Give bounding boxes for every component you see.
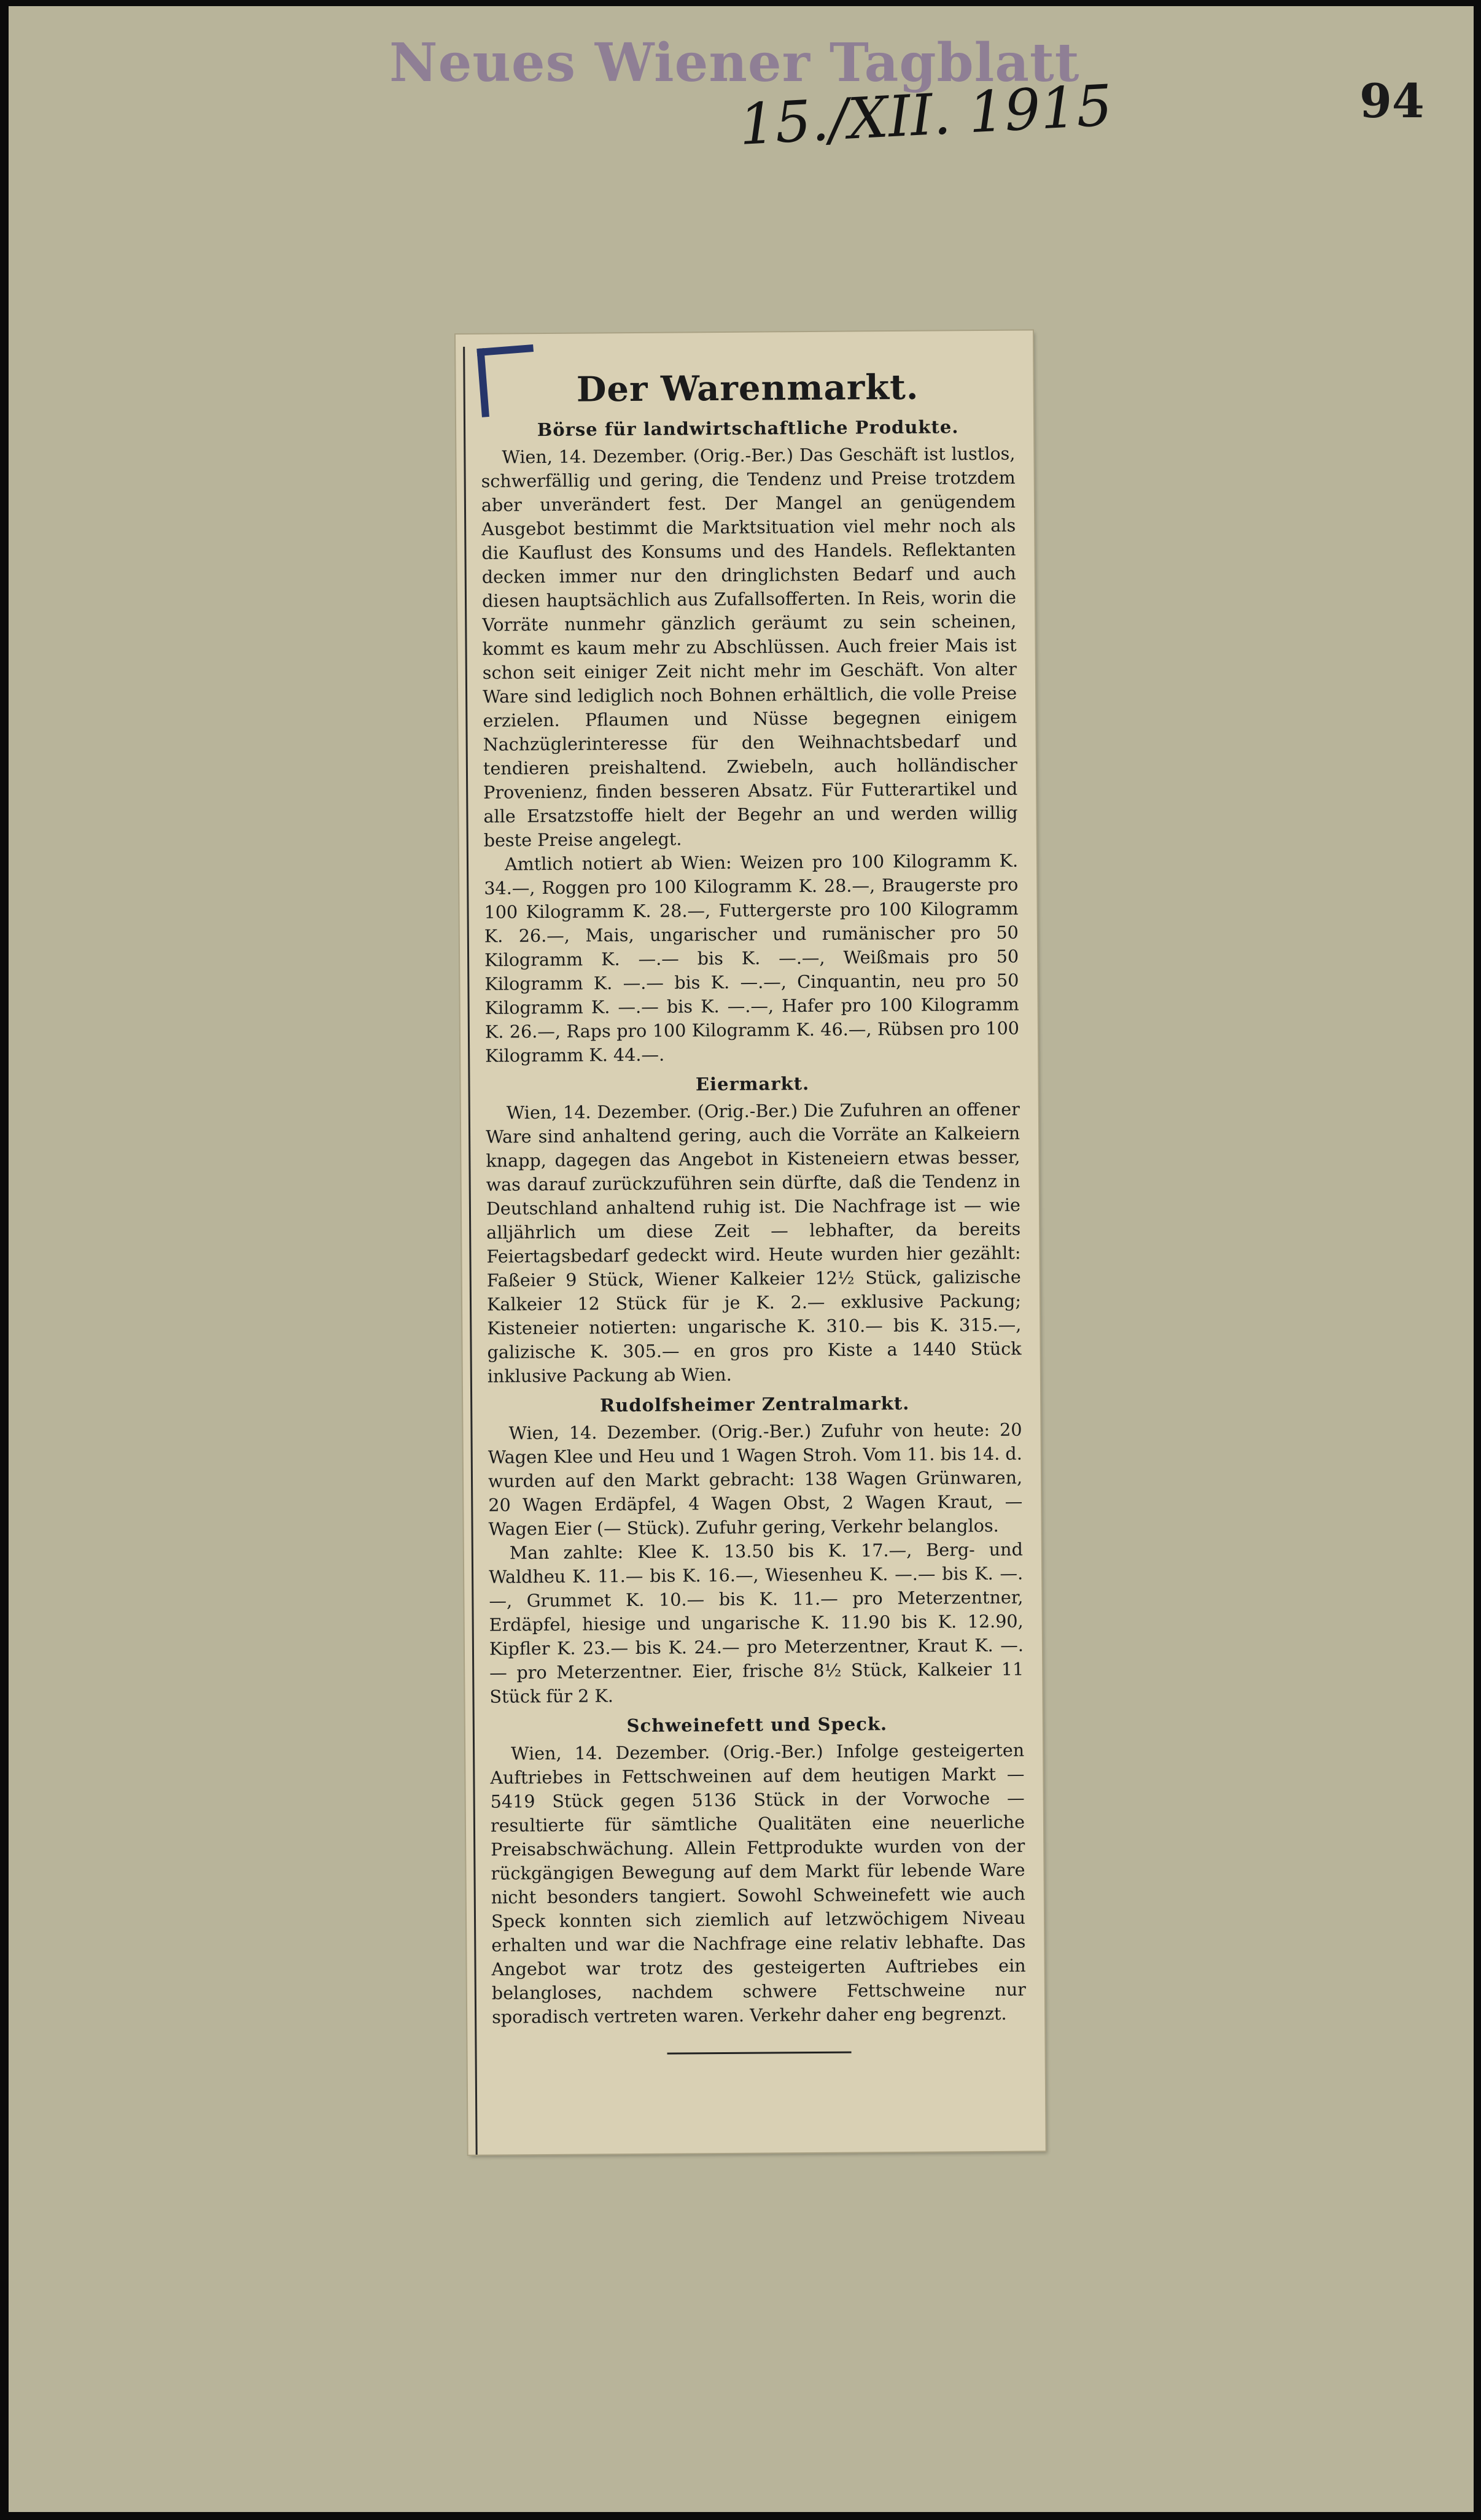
paragraph-schweinefett: Wien, 14. Dezember. (Orig.-Ber.) Infolge gesteigerten Auftriebes in Fettschweinen auf dem heutigen Markt — 5419 Stück gegen 5136 Stück in der Vorwoche — resultierte für sämtliche Qualitäten eine neuerliche Preisabschwächung. Allein Fettprodukte wurden von der rückgängigen Bewegung auf dem Markt für lebende Ware nicht besonders tangiert. Sowohl Schweinefett wie auch Speck konnten sich ziemlich auf letzwöchigem Niveau erhalten und war die Nachfrage eine relativ lebhafte. Das Angebot war trotz des gesteigerten Auftriebes ein belangloses, nachdem schwere Fettschweine nur sporadisch vertreten waren. Verkehr daher eng begrenzt.: [490, 1739, 1026, 2028]
page-number: 94: [1359, 74, 1425, 128]
paragraph-boerse-report: Wien, 14. Dezember. (Orig.-Ber.) Das Geschäft ist lustlos, schwerfällig und gering, die Tendenz und Preise trotzdem aber unverändert fest. Der Mangel an genügendem Ausgebot bestimmt die Marktsituation viel mehr noch als die Kauflust des Konsums und des Handels. Reflektanten decken immer nur den dringlichsten Bedarf und auch diesen hauptsächlich aus Zufallsofferten. In Reis, worin die Vorräte nunmehr gänzlich geräumt zu sein scheinen, kommt es kaum mehr zu Abschlüssen. Auch freier Mais ist schon seit einiger Zeit nicht mehr im Geschäft. Von alter Ware sind lediglich noch Bohnen erhältlich, die volle Preise erzielen. Pflaumen und Nüsse begegnen einigem Nachzüglerinteresse für den Weihnachtsbedarf und tendieren preishaltend. Zwiebeln, auch holländischer Provenienz, finden besseren Absatz. Für Futterartikel und alle Ersatzstoffe hielt der Begehr an und werden willig beste Preise angelegt.: [481, 443, 1018, 851]
section-heading-zentralmarkt: Rudolfsheimer Zentralmarkt.: [599, 1392, 910, 1416]
handwritten-date: 15./XII. 1915: [737, 72, 1114, 158]
paragraph-eiermarkt: Wien, 14. Dezember. (Orig.-Ber.) Die Zufuhren an offener Ware sind anhaltend gering, auch die Vorräte an Kalkeiern knapp, dagegen das Angebot in Kisteneiern etwas besser, was darauf zurückzuführen sein dürfte, daß die Tendenz in Deutschland anhaltend ruhig ist. Die Nachfrage ist — wie alljährlich um diese Zeit — lebhafter, da bereits Feiertagsbedarf gedeckt wird. Heute wurden hier gezählt: Faßeier 9 Stück, Wiener Kalkeier 12½ Stück, galizische Kalkeier 12 Stück für je K. 2.— exklusive Packung; Kisteneier notierten: ungarische K. 310.— bis K. 315.—, galizische K. 305.— en gros pro Kiste a 1440 Stück inklusive Packung ab Wien.: [486, 1098, 1022, 1387]
article-column: [480, 365, 1026, 2056]
newspaper-stamp: Neues Wiener Tagblatt: [389, 32, 1080, 94]
section-heading-schweinefett: Schweinefett und Speck.: [626, 1713, 888, 1737]
end-rule: [667, 2052, 852, 2055]
article-title: Der Warenmarkt.: [576, 366, 919, 410]
paragraph-boerse-prices: Amtlich notiert ab Wien: Weizen pro 100 Kilogramm K. 34.—, Roggen pro 100 Kilogramm K. 28.—, Braugerste pro 100 Kilogramm K. 28.—, Futtergerste pro 100 Kilogramm K. 26.—, Mais, ungarischer und rumänischer pro 50 Kilogramm K. —.— bis K. —.—, Weißmais pro 50 Kilogramm K. —.— bis K. —.—, Cinquantin, neu pro 50 Kilogramm K. —.— bis K. —.—, Hafer pro 100 Kilogramm K. 26.—, Raps pro 100 Kilogramm K. 46.—, Rübsen pro 100 Kilogramm K. 44.—.: [484, 850, 1020, 1066]
newspaper-clipping: [456, 330, 1046, 2154]
section-heading-boerse: Börse für landwirtschaftliche Produkte.: [537, 416, 959, 441]
section-heading-eiermarkt: Eiermarkt.: [695, 1073, 810, 1095]
paragraph-zentralmarkt-prices: Man zahlte: Klee K. 13.50 bis K. 17.—, Berg- und Waldheu K. 11.— bis K. 16.—, Wiesenheu K. —.— bis K. —.—, Grummet K. 10.— bis K. 11.— pro Meterzentner, Erdäpfel, hiesige und ungarische K. 11.90 bis K. 12.90, Kipfler K. 23.— bis K. 24.— pro Meterzentner, Kraut K. —.— pro Meterzentner. Eier, frische 8½ Stück, Kalkeier 11 Stück für 2 K.: [489, 1538, 1024, 1707]
paragraph-zentralmarkt-supply: Wien, 14. Dezember. (Orig.-Ber.) Zufuhr von heute: 20 Wagen Klee und Heu und 1 Wagen Stroh. Vom 11. bis 14. d. wurden auf den Markt gebracht: 138 Wagen Grünwaren, 20 Wagen Erdäpfel, 4 Wagen Obst, 2 Wagen Kraut, — Wagen Eier (— Stück). Zufuhr gering, Verkehr belanglos.: [488, 1419, 1023, 1540]
